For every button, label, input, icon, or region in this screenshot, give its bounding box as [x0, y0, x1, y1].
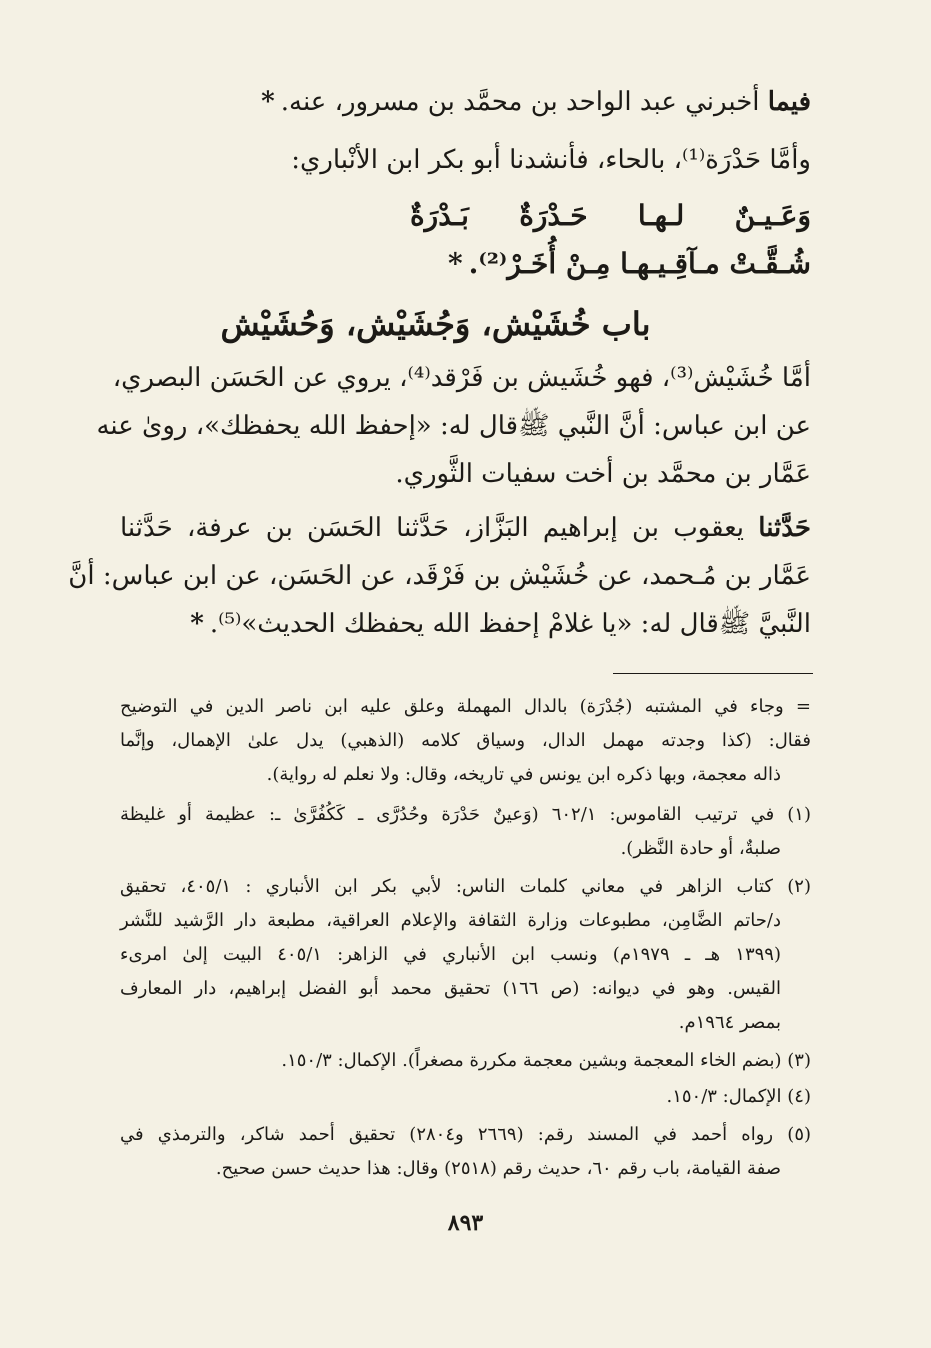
footnote-continued-line-3: ذاله معجمة، وبها ذكره ابن يونس في تاريخه، وقال: ولا نعلم له رواية).: [266, 764, 781, 785]
footnote-1-line-2: صلبةٌ، أو حادة النَّظر).: [620, 838, 781, 859]
page-number: ٨٩٣: [447, 1210, 484, 1236]
body-line-2: وأمَّا حَدْرَة⁽¹⁾، بالحاء، فأنشدنا أبو بكر ابن الأنْباري:: [291, 145, 811, 175]
section-end-star: *: [261, 87, 275, 117]
footnote-divider: [613, 673, 813, 674]
section-end-star: *: [190, 609, 204, 639]
body-line-4: عن ابن عباس: أنَّ النَّبي ﷺقال له: «إحفظ الله يحفظك»، روىٰ عنه: [96, 411, 811, 441]
body-line-3: أمَّا خُشَيْش⁽³⁾، فهو خُشَيش بن فَرْقد⁽⁴⁾، يروي عن الحَسَن البصري،: [112, 363, 811, 393]
lead-word: حَدَّثنا: [758, 513, 811, 543]
lead-word: فيما: [767, 87, 811, 117]
verse-word: حَـدْرَةٌ: [519, 199, 588, 232]
body-line-7: عَمَّار بن مُـحمد، عن خُشَيْش بن فَرْقَد، عن الحَسَن، عن ابن عباس: أنَّ: [68, 561, 811, 591]
body-text: النَّبيَّ ﷺقال له: «يا غلامْ إحفظ الله يحفظك الحديث»⁽⁵⁾.: [209, 609, 811, 639]
verse-line-1: [410, 196, 811, 236]
footnote-4: (٤) الإكمال: ١٥٠/٣.: [666, 1086, 811, 1107]
body-line-6: [120, 508, 811, 548]
footnote-2-line-3: (١٣٩٩ هـ ـ ١٩٧٩م) ونسب ابن الأنباري في الزاهر: ٤٠٥/١ البيت إلىٰ امرىء: [120, 944, 781, 965]
body-text: يعقوب بن إبراهيم البَزَّاز، حَدَّثنا الحَسَن بن عرفة، حَدَّثنا: [120, 513, 759, 543]
footnote-3: (٣) (بضم الخاء المعجمة وبشين معجمة مكررة مصغراً). الإكمال: ١٥٠/٣.: [281, 1050, 811, 1071]
footnote-5-line-2: صفة القيامة، باب رقم ٦٠، حديث رقم (٢٥١٨) وقال: هذا حديث حسن صحيح.: [215, 1158, 781, 1179]
verse-word: لـهـا: [637, 199, 685, 232]
footnote-1-line-1: (١) في ترتيب القاموس: ٦٠٢/١ (وَعينٌ حَدْرَة وحُدُرَّى ـ كَكُفُرَّىٰ ـ: عظيمة أو غليظة: [120, 804, 811, 825]
verse-word: بَـدْرَةٌ: [410, 199, 469, 232]
footnote-2-line-4: القيس. وهو في ديوانه: (ص ١٦٦) تحقيق محمد أبو الفضل إبراهيم، دار المعارف: [120, 978, 781, 999]
footnote-continued-line-1: = وجاء في المشتبه (جُدْرَة) بالدال المهملة وعلق عليه ابن ناصر الدين في التوضيح: [120, 696, 811, 717]
section-end-star: *: [448, 247, 463, 280]
chapter-title: باب خُشَيْش، وَجُشَيْش، وَحُشَيْش: [220, 305, 651, 343]
footnote-2-line-1: (٢) كتاب الزاهر في معاني كلمات الناس: لأبي بكر ابن الأنباري : ٤٠٥/١، تحقيق: [120, 876, 811, 897]
body-line-8: [120, 604, 811, 644]
verse-word: وَعَـيـنٌ: [734, 199, 812, 232]
body-line-5: عَمَّار بن محمَّد بن أخت سفيات الثَّوري.: [395, 459, 811, 489]
footnote-5-line-1: (٥) رواه أحمد في المسند رقم: (٢٦٦٩ و٢٨٠٤) تحقيق أحمد شاكر، والترمذي في: [120, 1124, 812, 1145]
footnote-2-line-2: د/حاتم الضَّامِن، مطبوعات وزارة الثقافة والإعلام العراقية، مطبعة دار الرَّشيد للنَّشر: [120, 910, 781, 931]
body-text: أخبرني عبد الواحد بن محمَّد بن مسرور، عنه.: [280, 87, 768, 117]
body-line-1: [120, 82, 811, 122]
footnote-continued-line-2: فقال: (كذا وجدته مهمل الدال، وسياق كلامه (الذهبي) يدل علىٰ الإهمال، وإنَّما: [120, 730, 811, 751]
verse-text: شُـقَّـتْ مـآقِـيـهـا مِـنْ أُخَـرْ⁽²⁾.: [468, 247, 811, 280]
verse-line-2: [120, 244, 811, 284]
footnote-2-line-5: بمصر ١٩٦٤م.: [678, 1012, 781, 1033]
